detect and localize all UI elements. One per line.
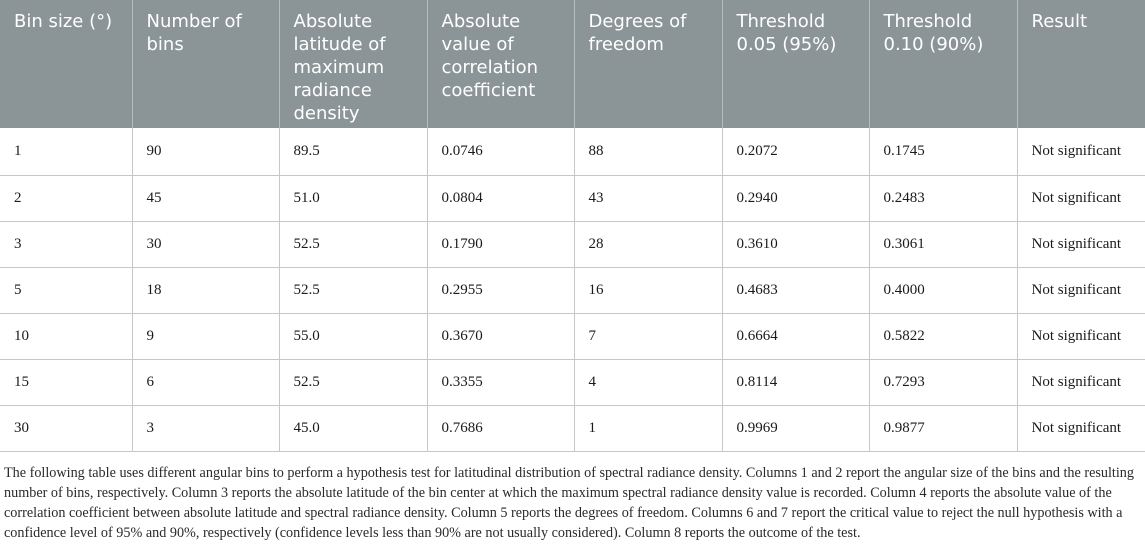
cell-threshold-95: 0.8114 <box>722 359 869 405</box>
cell-result: Not significant <box>1017 267 1145 313</box>
cell-threshold-95: 0.3610 <box>722 221 869 267</box>
cell-threshold-90: 0.2483 <box>869 175 1017 221</box>
cell-number-of-bins: 6 <box>132 359 279 405</box>
header-bin-size: Bin size (°) <box>0 0 132 128</box>
cell-correlation: 0.0804 <box>427 175 574 221</box>
cell-number-of-bins: 9 <box>132 313 279 359</box>
cell-threshold-90: 0.4000 <box>869 267 1017 313</box>
header-max-latitude: Absolute latitude of maximum radiance density <box>279 0 427 128</box>
cell-bin-size: 5 <box>0 267 132 313</box>
cell-degrees-of-freedom: 1 <box>574 405 722 451</box>
cell-correlation: 0.7686 <box>427 405 574 451</box>
cell-threshold-90: 0.3061 <box>869 221 1017 267</box>
table-row <box>0 267 1145 313</box>
table-row <box>0 313 1145 359</box>
cell-bin-size: 15 <box>0 359 132 405</box>
table-header-row <box>0 0 1145 128</box>
cell-threshold-95: 0.9969 <box>722 405 869 451</box>
cell-correlation: 0.3670 <box>427 313 574 359</box>
cell-threshold-95: 0.2072 <box>722 128 869 175</box>
cell-correlation: 0.0746 <box>427 128 574 175</box>
table-row <box>0 359 1145 405</box>
header-threshold-95: Threshold 0.05 (95%) <box>722 0 869 128</box>
cell-threshold-90: 0.7293 <box>869 359 1017 405</box>
cell-threshold-95: 0.2940 <box>722 175 869 221</box>
cell-max-latitude: 51.0 <box>279 175 427 221</box>
cell-max-latitude: 52.5 <box>279 221 427 267</box>
header-degrees-of-freedom: Degrees of freedom <box>574 0 722 128</box>
cell-correlation: 0.3355 <box>427 359 574 405</box>
header-result: Result <box>1017 0 1145 128</box>
cell-result: Not significant <box>1017 359 1145 405</box>
cell-number-of-bins: 18 <box>132 267 279 313</box>
cell-max-latitude: 52.5 <box>279 359 427 405</box>
cell-degrees-of-freedom: 28 <box>574 221 722 267</box>
cell-max-latitude: 45.0 <box>279 405 427 451</box>
header-number-of-bins: Number of bins <box>132 0 279 128</box>
cell-bin-size: 10 <box>0 313 132 359</box>
cell-correlation: 0.2955 <box>427 267 574 313</box>
table-row <box>0 128 1145 175</box>
cell-threshold-90: 0.5822 <box>869 313 1017 359</box>
cell-degrees-of-freedom: 43 <box>574 175 722 221</box>
cell-threshold-95: 0.6664 <box>722 313 869 359</box>
header-threshold-90: Threshold 0.10 (90%) <box>869 0 1017 128</box>
cell-result: Not significant <box>1017 313 1145 359</box>
cell-threshold-90: 0.9877 <box>869 405 1017 451</box>
cell-bin-size: 3 <box>0 221 132 267</box>
cell-degrees-of-freedom: 16 <box>574 267 722 313</box>
cell-bin-size: 2 <box>0 175 132 221</box>
cell-number-of-bins: 30 <box>132 221 279 267</box>
cell-max-latitude: 55.0 <box>279 313 427 359</box>
cell-max-latitude: 89.5 <box>279 128 427 175</box>
cell-correlation: 0.1790 <box>427 221 574 267</box>
cell-result: Not significant <box>1017 221 1145 267</box>
cell-result: Not significant <box>1017 405 1145 451</box>
header-correlation: Absolute value of correlation coefficient <box>427 0 574 128</box>
cell-threshold-95: 0.4683 <box>722 267 869 313</box>
cell-degrees-of-freedom: 7 <box>574 313 722 359</box>
cell-result: Not significant <box>1017 175 1145 221</box>
cell-number-of-bins: 45 <box>132 175 279 221</box>
cell-bin-size: 30 <box>0 405 132 451</box>
table-caption: The following table uses different angular bins to perform a hypothesis test for latitudinal distribution of spectral radiance density. Columns 1 and 2 report the angular size of the bins and the resulting number of bins, respectively. Column 3 reports the absolute latitude of the bin center at which the maximum spectral radiance density value is recorded. Column 4 reports the absolute value of the correlation coefficient between absolute latitude and spectral radiance density. Column 5 reports the degrees of freedom. Columns 6 and 7 report the critical value to reject the null hypothesis with a confidence level of 95% and 90%, respectively (confidence levels less than 90% are not usually considered). Column 8 reports the outcome of the test. <box>4 465 1134 541</box>
cell-number-of-bins: 90 <box>132 128 279 175</box>
cell-result: Not significant <box>1017 128 1145 175</box>
cell-degrees-of-freedom: 4 <box>574 359 722 405</box>
cell-max-latitude: 52.5 <box>279 267 427 313</box>
cell-number-of-bins: 3 <box>132 405 279 451</box>
cell-bin-size: 1 <box>0 128 132 175</box>
cell-threshold-90: 0.1745 <box>869 128 1017 175</box>
cell-degrees-of-freedom: 88 <box>574 128 722 175</box>
table-row <box>0 221 1145 267</box>
table-row <box>0 175 1145 221</box>
table-row <box>0 405 1145 451</box>
